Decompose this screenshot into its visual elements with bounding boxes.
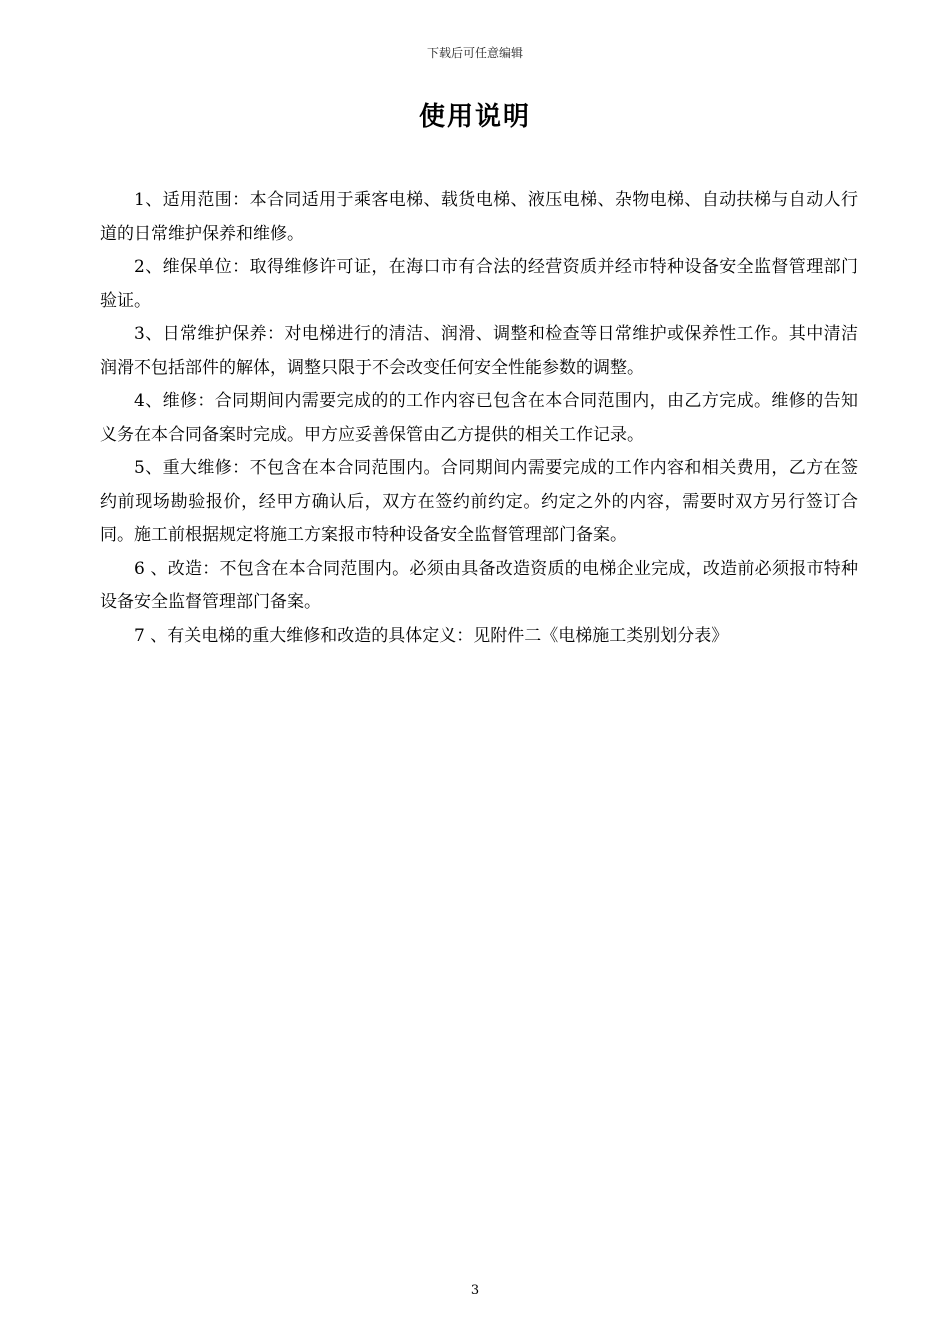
body-text (100, 184, 858, 653)
paragraph-repair: 4、维修：合同期间内需要完成的的工作内容已包含在本合同范围内，由乙方完成。维修的告知义务在本合同备案时完成。甲方应妥善保管由乙方提供的相关工作记录。 (100, 391, 858, 445)
page-title: 使用说明 (418, 102, 531, 132)
paragraph-maintenance-unit: 2、维保单位：取得维修许可证，在海口市有合法的经营资质并经市特种设备安全监督管理部门验证。 (100, 257, 858, 311)
paragraph-definitions: 7 、有关电梯的重大维修和改造的具体定义：见附件二《电梯施工类别划分表》 (134, 625, 729, 646)
paragraph-daily-maintenance: 3、日常维护保养：对电梯进行的清洁、润滑、调整和检查等日常维护或保养性工作。其中清洁润滑不包括部件的解体，调整只限于不会改变任何安全性能参数的调整。 (100, 324, 858, 378)
paragraph-major-repair: 5、重大维修：不包含在本合同范围内。合同期间内需要完成的工作内容和相关费用，乙方在签约前现场勘验报价，经甲方确认后，双方在签约前约定。约定之外的内容，需要时双方另行签订合同。施工前根据规定将施工方案报市特种设备安全监督管理部门备案。 (100, 458, 858, 545)
paragraph-modification: 6 、改造：不包含在本合同范围内。必须由具备改造资质的电梯企业完成，改造前必须报市特种设备安全监督管理部门备案。 (100, 558, 858, 612)
paragraph-scope: 1、适用范围：本合同适用于乘客电梯、载货电梯、液压电梯、杂物电梯、自动扶梯与自动人行道的日常维护保养和维修。 (100, 190, 858, 244)
page-number: 3 (470, 1283, 480, 1298)
page-header-note: 下载后可任意编辑 (426, 46, 523, 60)
